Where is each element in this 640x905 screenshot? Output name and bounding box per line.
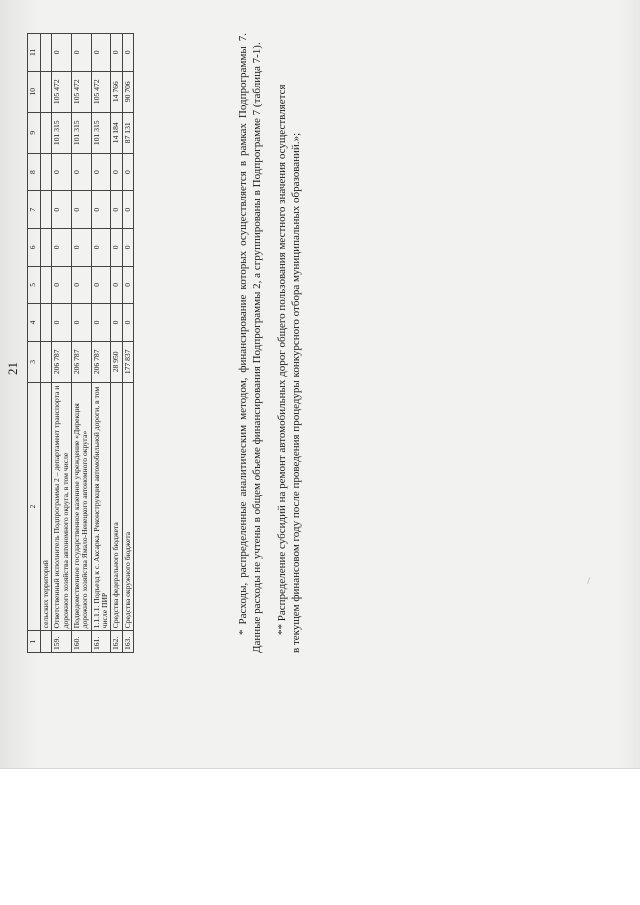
cell-value [41, 266, 52, 304]
table-row [41, 34, 52, 653]
cell-value: 206 787 [91, 341, 111, 382]
column-header: 2 [28, 382, 41, 631]
cell-value: 105 472 [91, 71, 111, 112]
cell-value: 0 [91, 34, 111, 72]
column-header: 8 [28, 153, 41, 191]
cell-value: 105 472 [52, 71, 72, 112]
cell-value: 0 [111, 191, 122, 229]
row-name: Средства окружного бюджета [122, 382, 133, 631]
column-header: 4 [28, 304, 41, 342]
footnote-2-line-2: в текущем финансовом году после проведения процедуры конкурсного отбора муниципальных образований.»; [289, 132, 302, 653]
cell-value: 101 315 [91, 112, 111, 153]
footnote-2-line-1: ** Распределение субсидий на ремонт автомобильных дорог общего пользования местного значения осуществляется [276, 84, 288, 635]
cell-value: 0 [91, 266, 111, 304]
row-name: Средства федерального бюджета [111, 382, 122, 631]
cell-value [41, 228, 52, 266]
row-name: Подведомственное государственное казенное учреждение «Дирекция дорожного хозяйства Ямало-Ненецкого автономного округа» [72, 382, 92, 631]
cell-value: 0 [52, 228, 72, 266]
page-number: 21 [5, 362, 20, 375]
cell-value: 0 [122, 228, 133, 266]
cell-value: 0 [122, 34, 133, 72]
cell-value: 0 [91, 228, 111, 266]
cell-value: 0 [52, 34, 72, 72]
cell-value: 14 184 [111, 112, 122, 153]
cell-value: 0 [72, 228, 92, 266]
cell-value: 14 766 [111, 71, 122, 112]
row-index [41, 631, 52, 653]
cell-value: 0 [52, 153, 72, 191]
cell-value: 0 [72, 191, 92, 229]
table-header-row [28, 34, 41, 653]
cell-value: 0 [111, 266, 122, 304]
budget-table [27, 33, 134, 653]
cell-value: 0 [122, 191, 133, 229]
cell-value [41, 153, 52, 191]
cell-value: 177 837 [122, 341, 133, 382]
cell-value: 0 [72, 266, 92, 304]
column-header: 9 [28, 112, 41, 153]
column-header: 6 [28, 228, 41, 266]
cell-value: 206 787 [72, 341, 92, 382]
cell-value: 101 315 [52, 112, 72, 153]
scan-mark [587, 577, 595, 586]
cell-value: 0 [91, 153, 111, 191]
cell-value: 0 [111, 228, 122, 266]
row-name: Ответственный исполнитель Подпрограммы 2 – департамент транспорта и дорожного хозяйства автономного округа, в том числе [52, 382, 72, 631]
cell-value [41, 191, 52, 229]
column-header: 7 [28, 191, 41, 229]
row-index: 162. [111, 631, 122, 653]
table-row [91, 34, 111, 653]
cell-value: 0 [122, 304, 133, 342]
row-index: 159. [52, 631, 72, 653]
cell-value: 0 [111, 34, 122, 72]
cell-value [41, 34, 52, 72]
footnote-1: * Расходы, распределенные аналитическим методом, финансирование которых осуществляется в рамках Подпрограммы 7. Данные расходы не учтены в общем объеме финансирования Подпрограммы 2, а сгруппированы в Подпрограмме 7 (таблица 7-1). [237, 33, 263, 653]
cell-value: 0 [111, 153, 122, 191]
cell-value: 87 131 [122, 112, 133, 153]
column-header: 5 [28, 266, 41, 304]
cell-value: 0 [111, 304, 122, 342]
row-index: 160. [72, 631, 92, 653]
cell-value: 0 [52, 304, 72, 342]
table-row [72, 34, 92, 653]
cell-value: 28 950 [111, 341, 122, 382]
cell-value: 90 706 [122, 71, 133, 112]
cell-value: 206 787 [52, 341, 72, 382]
cell-value [41, 304, 52, 342]
cell-value [41, 71, 52, 112]
cell-value: 0 [91, 304, 111, 342]
rotated-page-content [0, 35, 505, 735]
cell-value: 101 315 [72, 112, 92, 153]
cell-value: 0 [122, 266, 133, 304]
column-header: 10 [28, 71, 41, 112]
column-header: 1 [28, 631, 41, 653]
cell-value: 0 [72, 34, 92, 72]
cell-value: 0 [72, 153, 92, 191]
row-index: 161. [91, 631, 111, 653]
cell-value: 0 [122, 153, 133, 191]
cell-value: 0 [52, 191, 72, 229]
table-row [52, 34, 72, 653]
cell-value: 0 [52, 266, 72, 304]
cell-value [41, 112, 52, 153]
cell-value: 0 [91, 191, 111, 229]
row-index: 163. [122, 631, 133, 653]
scan-edge-shadow [618, 0, 640, 768]
row-name: 1.1.1.1. Подъезд к с. Аксарка. Реконструкция автомобильной дороги, в том числе ПИР [91, 382, 111, 631]
table-row [122, 34, 133, 653]
cell-value: 0 [72, 304, 92, 342]
row-name: сельских территорий [41, 382, 52, 631]
footnote-2 [276, 33, 304, 653]
cell-value [41, 341, 52, 382]
table-row [111, 34, 122, 653]
column-header: 3 [28, 341, 41, 382]
cell-value: 105 472 [72, 71, 92, 112]
column-header: 11 [28, 34, 41, 72]
